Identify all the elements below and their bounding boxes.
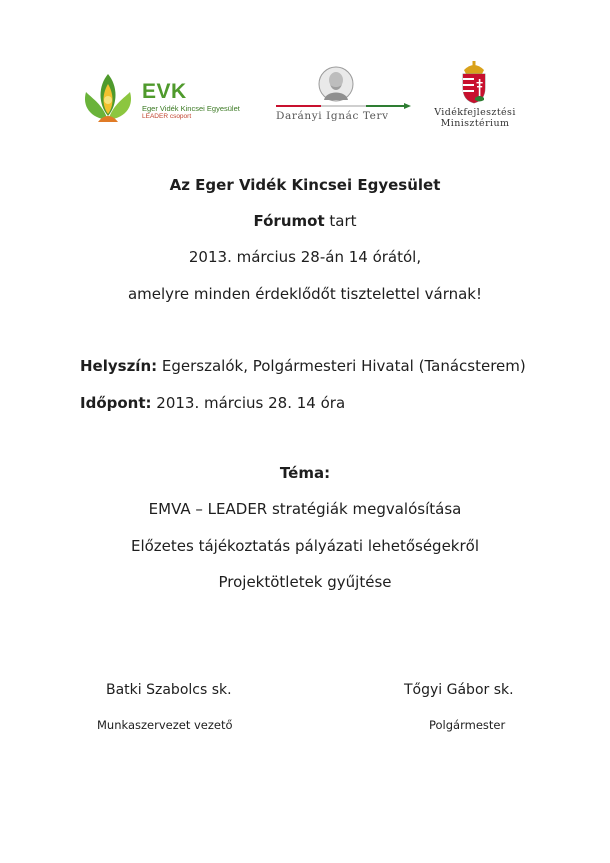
org-heading: [0, 176, 610, 194]
daranyi-portrait-icon: [318, 66, 354, 102]
date-line: 2013. március 28-án 14 órától,: [188, 248, 422, 266]
ministry-line-2: Minisztérium: [440, 118, 510, 129]
time-value: 2013. március 28. 14 óra: [151, 394, 346, 412]
location-label: Helyszín:: [80, 357, 158, 375]
location-line: [80, 357, 526, 375]
forum-bold: Fórumot: [253, 212, 325, 230]
topic-label: Téma:: [279, 464, 331, 482]
signature-role-right: Polgármester: [429, 718, 506, 732]
invite-line: amelyre minden érdeklődőt tisztelettel várnak!: [127, 285, 483, 303]
daranyi-title: Darányi Ignác Terv: [276, 110, 389, 122]
signature-name-left: Batki Szabolcs sk.: [106, 682, 232, 698]
evk-group: LEADER csoport: [142, 113, 192, 120]
evk-acronym: EVK: [142, 80, 187, 103]
signature-role-left: Munkaszervezet vezető: [97, 718, 233, 732]
location-value: Egerszalók, Polgármesteri Hivatal (Tanácsterem): [157, 357, 526, 375]
topic-heading: [0, 464, 610, 482]
hungarian-crest-icon: [458, 60, 490, 104]
evk-name: Eger Vidék Kincsei Egyesület: [142, 104, 240, 113]
org-name: Az Eger Vidék Kincsei Egyesület: [169, 176, 441, 194]
topic-item: Előzetes tájékoztatás pályázati lehetőségekről: [130, 537, 480, 555]
time-label: Időpont:: [80, 394, 152, 412]
logo-header: [0, 60, 610, 140]
forum-rest: tart: [324, 212, 357, 230]
forum-line: [0, 212, 610, 230]
ministry-line-1: Vidékfejlesztési: [434, 107, 516, 118]
evk-leaf-logo: [80, 70, 136, 126]
ministry-title: [420, 107, 530, 129]
time-line: [80, 394, 345, 412]
topic-item: EMVA – LEADER stratégiák megvalósítása: [148, 500, 462, 518]
topic-item: Projektötletek gyűjtése: [218, 573, 392, 591]
signature-name-right: Tőgyi Gábor sk.: [404, 682, 514, 698]
